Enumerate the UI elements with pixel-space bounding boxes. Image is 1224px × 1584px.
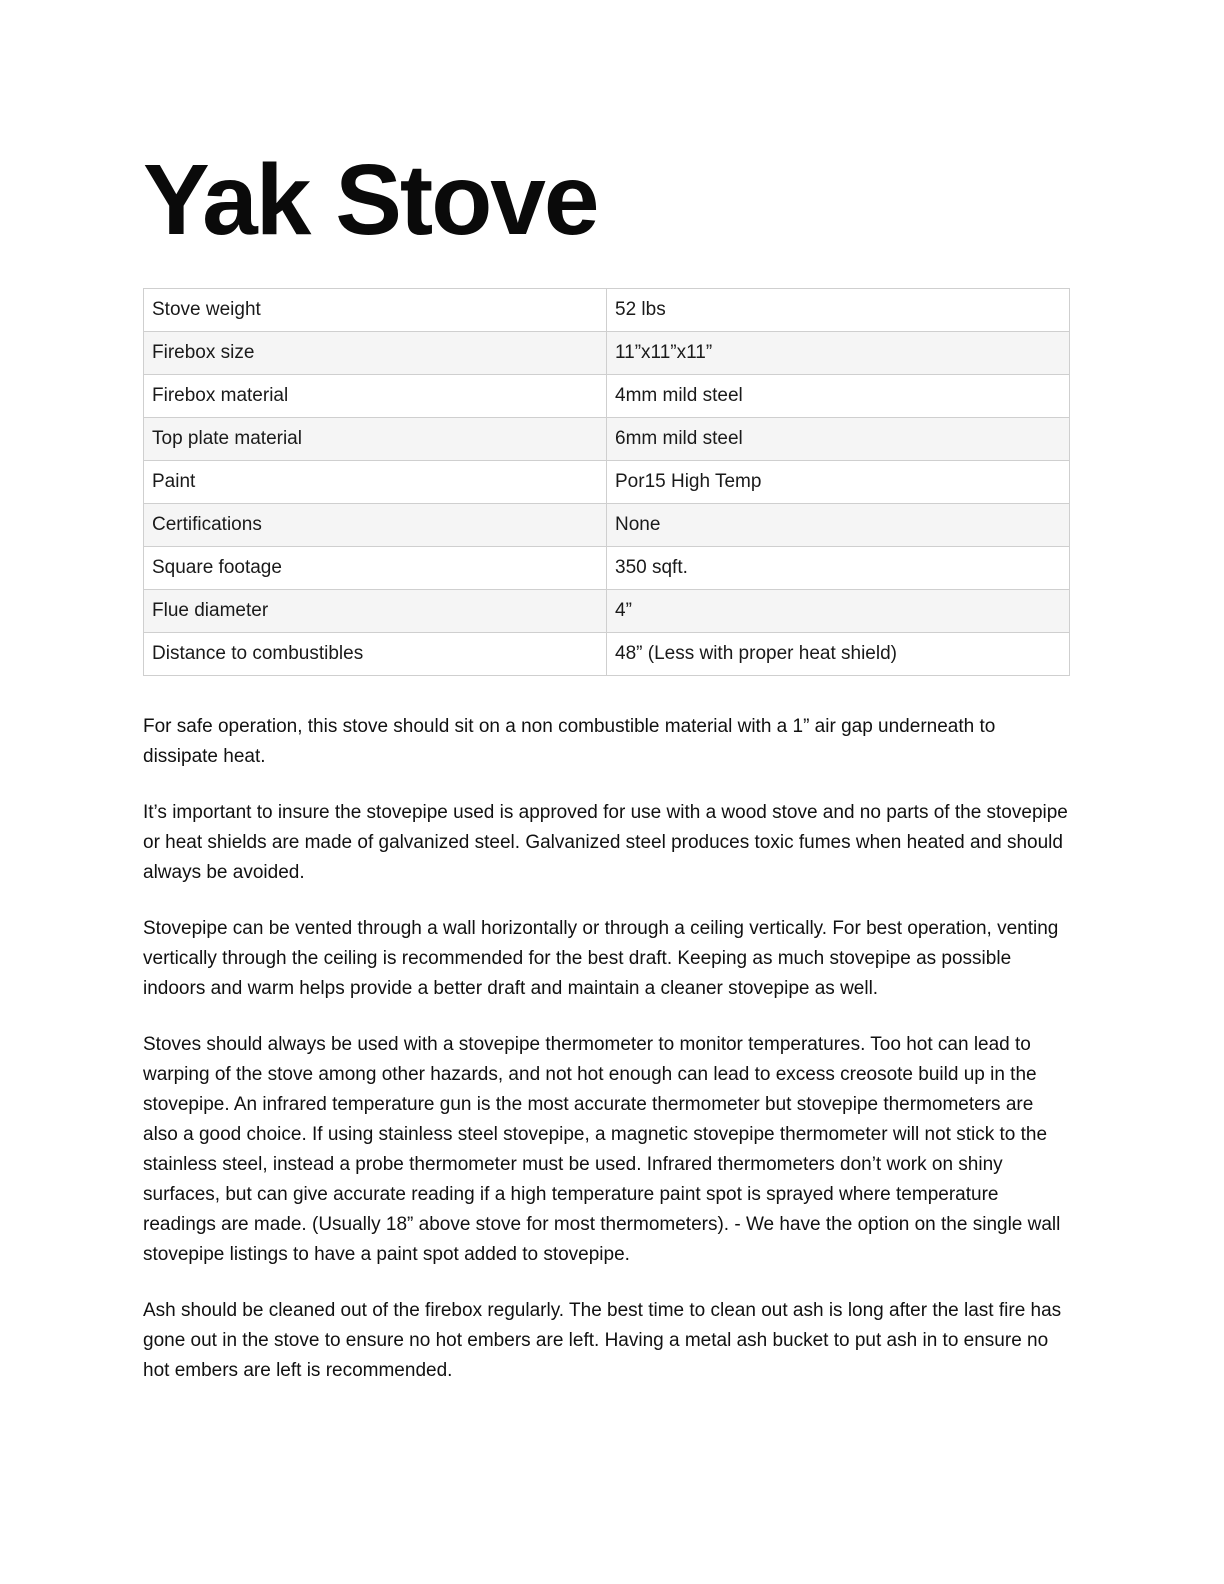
body-text	[143, 712, 1071, 1412]
spec-value: Por15 High Temp	[607, 461, 1070, 504]
paragraph-safe-operation: For safe operation, this stove should sit on a non combustible material with a 1” air gap underneath to dissipate heat.	[143, 716, 996, 767]
spec-label: Top plate material	[144, 418, 607, 461]
table-row	[144, 461, 1070, 504]
spec-label: Square footage	[144, 547, 607, 590]
spec-label: Firebox size	[144, 332, 607, 375]
paragraph-stovepipe-approval: It’s important to insure the stovepipe used is approved for use with a wood stove and no parts of the stovepipe or heat shields are made of galvanized steel. Galvanized steel produces toxic fumes when heated and should always be avoided.	[143, 802, 1068, 883]
spec-label: Stove weight	[144, 289, 607, 332]
table-row	[144, 332, 1070, 375]
spec-label: Paint	[144, 461, 607, 504]
table-row	[144, 289, 1070, 332]
spec-value: 350 sqft.	[607, 547, 1070, 590]
spec-value: 52 lbs	[607, 289, 1070, 332]
spec-value: 4mm mild steel	[607, 375, 1070, 418]
paragraph-venting: Stovepipe can be vented through a wall horizontally or through a ceiling vertically. For best operation, venting vertically through the ceiling is recommended for the best draft. Keeping as much stovepipe as possible indoors and warm helps provide a better draft and maintain a cleaner stovepipe as well.	[143, 918, 1059, 999]
spec-label: Certifications	[144, 504, 607, 547]
spec-label: Firebox material	[144, 375, 607, 418]
spec-table	[143, 288, 1070, 676]
table-row	[144, 504, 1070, 547]
document-title: Yak Stove	[143, 144, 598, 256]
table-row	[144, 633, 1070, 676]
spec-value: 11”x11”x11”	[607, 332, 1070, 375]
spec-label: Distance to combustibles	[144, 633, 607, 676]
spec-value: 4”	[607, 590, 1070, 633]
spec-value: 6mm mild steel	[607, 418, 1070, 461]
paragraph-thermometer: Stoves should always be used with a stovepipe thermometer to monitor temperatures. Too hot can lead to warping of the stove among other hazards, and not hot enough can lead to excess creosote build up in the stovepipe. An infrared temperature gun is the most accurate thermometer but stovepipe thermometers are also a good choice. If using stainless steel stovepipe, a magnetic stovepipe thermometer will not stick to the stainless steel, instead a probe thermometer must be used. Infrared thermometers don’t work on shiny surfaces, but can give accurate reading if a high temperature paint spot is sprayed where temperature readings are made. (Usually 18” above stove for most thermometers). - We have the option on the single wall stovepipe listings to have a paint spot added to stovepipe.	[143, 1034, 1061, 1265]
spec-value: 48” (Less with proper heat shield)	[607, 633, 1070, 676]
table-row	[144, 418, 1070, 461]
table-row	[144, 590, 1070, 633]
spec-value: None	[607, 504, 1070, 547]
spec-label: Flue diameter	[144, 590, 607, 633]
table-row	[144, 375, 1070, 418]
paragraph-ash-cleaning: Ash should be cleaned out of the firebox regularly. The best time to clean out ash is long after the last fire has gone out in the stove to ensure no hot embers are left. Having a metal ash bucket to put ash in to ensure no hot embers are left is recommended.	[143, 1300, 1062, 1381]
table-row	[144, 547, 1070, 590]
